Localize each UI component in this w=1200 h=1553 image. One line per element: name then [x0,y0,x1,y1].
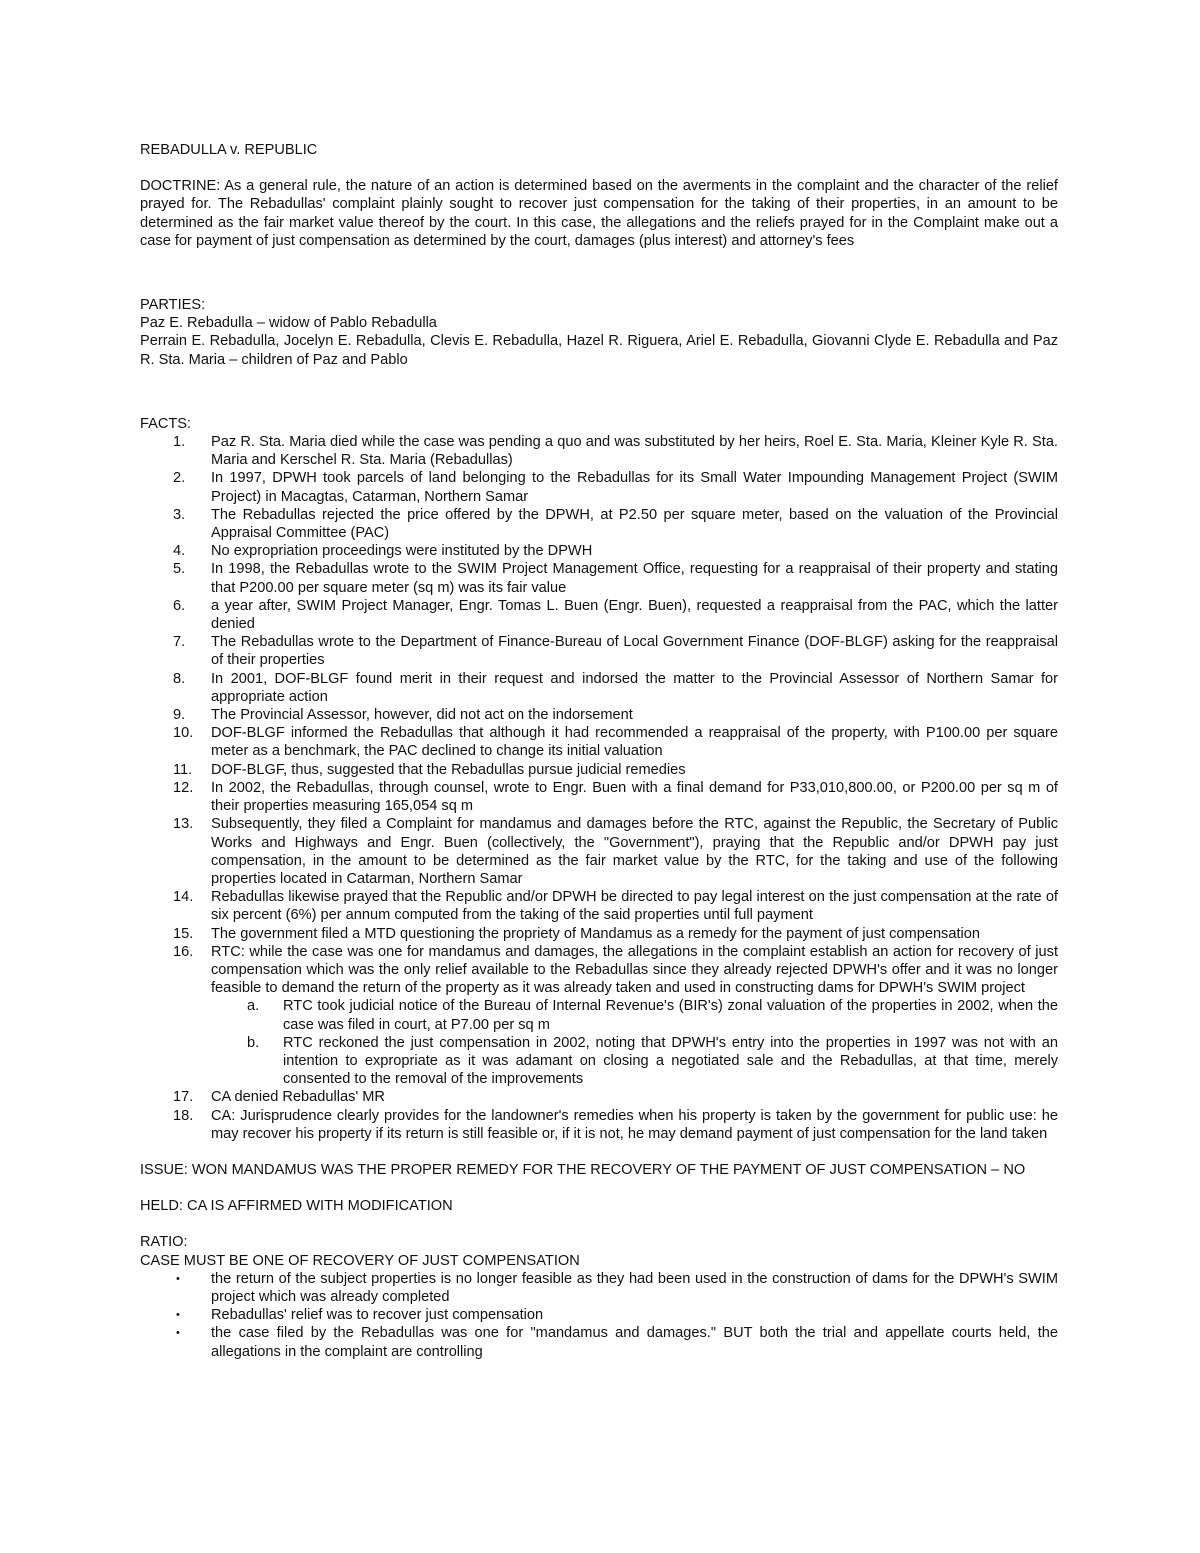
facts-label: FACTS: [140,415,192,432]
fact-number: 14. [173,889,194,906]
fact-text: Rebadullas likewise prayed that the Republic and/or DPWH be directed to pay legal interest on the just compensation at the rate of six percent (6%) per annum computed from the taking of the said properties until full payment [211,889,1058,924]
fact-number: 15. [173,925,194,942]
fact-text: In 2002, the Rebadullas, through counsel, wrote to Engr. Buen with a final demand for P33,010,800.00, or P200.00 per sq m of their properties measuring 165,054 sq m [211,779,1058,815]
fact-sub-item [211,1034,1058,1089]
fact-text: No expropriation proceedings were instituted by the DPWH [211,543,593,560]
bullet-icon: • [176,1327,180,1340]
fact-text: DOF-BLGF, thus, suggested that the Rebadullas pursue judicial remedies [211,761,686,778]
ratio-bullet-item [140,1270,1058,1306]
fact-item [140,888,1058,924]
fact-item [140,542,1058,560]
fact-item [140,433,1058,469]
fact-item [140,560,1058,596]
fact-number: 17. [173,1089,194,1106]
fact-item [140,761,1058,779]
fact-text: In 1997, DPWH took parcels of land belonging to the Rebadullas for its Small Water Impounding Management Project (SWIM Project) in Macagtas, Catarman, Northern Samar [211,470,1058,505]
ratio-bullet-item [140,1306,1058,1324]
fact-sub-letter: a. [247,998,260,1015]
fact-number: 8. [173,670,186,687]
fact-item [140,597,1058,633]
bullet-icon: • [176,1272,180,1285]
fact-number: 16. [173,943,194,960]
ratio-bullet-text: the return of the subject properties is no longer feasible as they had been used in the construction of dams for the DPWH's SWIM project which was already completed [211,1270,1058,1305]
fact-text: In 2001, DOF-BLGF found merit in their request and indorsed the matter to the Provincial Assessor of Northern Samar for appropriate action [211,670,1058,705]
document-page [140,141,1058,1361]
fact-text: The Rebadullas wrote to the Department of Finance-Bureau of Local Government Finance (DOF-BLGF) asking for the reappraisal of their properties [211,634,1058,669]
fact-number: 1. [173,434,186,451]
fact-text: a year after, SWIM Project Manager, Engr. Tomas L. Buen (Engr. Buen), requested a reappraisal from the PAC, which the latter denied [211,597,1058,633]
fact-sub-text: RTC reckoned the just compensation in 2002, noting that DPWH's entry into the properties in 1997 was not with an intention to expropriate as it was adamant on closing a negotiated sale and the Rebadullas, at that time, merely consented to the removal of the improvements [283,1034,1058,1088]
fact-sub-letter: b. [247,1034,260,1051]
fact-text: The Rebadullas rejected the price offered by the DPWH, at P2.50 per square meter, based on the valuation of the Provincial Appraisal Committee (PAC) [211,506,1058,542]
fact-text: Paz R. Sta. Maria died while the case was pending a quo and was substituted by her heirs, Roel E. Sta. Maria, Kleiner Kyle R. Sta. Maria and Kerschel R. Sta. Maria (Rebadullas) [211,434,1058,469]
fact-number: 4. [173,543,186,560]
ratio-bullet-text: Rebadullas' relief was to recover just compensation [211,1307,544,1324]
fact-number: 11. [173,761,193,778]
fact-item [140,706,1058,724]
fact-item [140,943,1058,1089]
ratio-section [140,1233,1058,1360]
fact-number: 18. [173,1107,194,1124]
fact-number: 12. [173,779,194,796]
fact-number: 6. [173,597,186,614]
ratio-bullet-item [140,1324,1058,1360]
fact-item [140,506,1058,542]
bullet-icon: • [176,1309,180,1322]
fact-text: CA: Jurisprudence clearly provides for the landowner's remedies when his property is taken by the government for public use: he may recover his property if its return is still feasible or, if it is not, he may demand payment of just compensation for the land taken [211,1107,1058,1142]
fact-item [140,670,1058,706]
fact-text: The Provincial Assessor, however, did not act on the indorsement [211,707,633,724]
fact-item [140,779,1058,815]
ratio-heading: CASE MUST BE ONE OF RECOVERY OF JUST COMPENSATION [140,1252,580,1269]
parties-section [140,296,1058,369]
fact-text: DOF-BLGF informed the Rebadullas that although it had recommended a reappraisal of the property, with P100.00 per square meter as a benchmark, the PAC declined to change its initial valuation [211,725,1058,760]
parties-label: PARTIES: [140,297,206,314]
fact-text: The government filed a MTD questioning the propriety of Mandamus as a remedy for the payment of just compensation [211,925,981,942]
fact-sub-text: RTC took judicial notice of the Bureau of Internal Revenue's (BIR's) zonal valuation of the properties in 2002, when the case was filed in court, at P7.00 per sq m [283,998,1058,1033]
ratio-label: RATIO: [140,1234,188,1251]
facts-list [140,433,1058,1143]
fact-item [140,925,1058,943]
case-title: REBADULLA v. REPUBLIC [140,142,318,158]
issue-paragraph: ISSUE: WON MANDAMUS WAS THE PROPER REMEDY FOR THE RECOVERY OF THE PAYMENT OF JUST COMPENSATION – NO [140,1161,1026,1178]
fact-text: In 1998, the Rebadullas wrote to the SWIM Project Management Office, requesting for a reappraisal of their property and stating that P200.00 per square meter (sq m) was its fair value [211,561,1058,596]
fact-text: RTC: while the case was one for mandamus and damages, the allegations in the complaint establish an action for recovery of just compensation which was the only relief available to the Rebadullas since they already rejected DPWH's offer and it was no longer feasible to demand the return of the property as it was already taken and used in constructing dams for DPWH's SWIM project [211,943,1058,997]
fact-sub-list [211,997,1058,1088]
fact-number: 10. [173,725,194,742]
ratio-bullet-text: the case filed by the Rebadullas was one for "mandamus and damages." BUT both the trial and appellate courts held, the allegations in the complaint are controlling [211,1325,1058,1360]
party-children: Perrain E. Rebadulla, Jocelyn E. Rebadulla, Clevis E. Rebadulla, Hazel R. Riguera, Ariel E. Rebadulla, Giovanni Clyde E. Rebadulla and Paz R. Sta. Maria – children of Paz and Pablo [140,333,1058,368]
party-widow: Paz E. Rebadulla – widow of Pablo Rebadulla [140,315,437,332]
fact-item [140,815,1058,888]
facts-section [140,415,1058,1143]
ratio-bullet-list [140,1270,1058,1361]
fact-sub-item [211,997,1058,1033]
fact-text: CA denied Rebadullas' MR [211,1089,385,1106]
held-paragraph: HELD: CA IS AFFIRMED WITH MODIFICATION [140,1198,453,1215]
doctrine-paragraph: DOCTRINE: As a general rule, the nature of an action is determined based on the averments in the complaint and the character of the relief prayed for. The Rebadullas' complaint plainly sought to recover just compensation for the taking of their properties, in an amount to be determined as the fair market value thereof by the court. In this case, the allegations and the reliefs prayed for in the Complaint make out a case for payment of just compensation as determined by the court, damages (plus interest) and attorney's fees [140,178,1058,249]
fact-number: 7. [173,634,186,651]
fact-number: 5. [173,561,186,578]
fact-item [140,724,1058,760]
fact-number: 3. [173,506,186,523]
fact-item [140,469,1058,505]
fact-text: Subsequently, they filed a Complaint for mandamus and damages before the RTC, against the Republic, the Secretary of Public Works and Highways and Engr. Buen (collectively, the "Government"), praying that the Republic and/or DPWH pay just compensation, in the amount to be determined as the fair market value by the RTC, for the taking and use of the following properties located in Catarman, Northern Samar [211,816,1058,887]
fact-number: 9. [173,707,186,724]
fact-number: 13. [173,816,194,833]
fact-item [140,633,1058,669]
fact-item [140,1088,1058,1106]
fact-number: 2. [173,470,186,487]
fact-item [140,1107,1058,1143]
